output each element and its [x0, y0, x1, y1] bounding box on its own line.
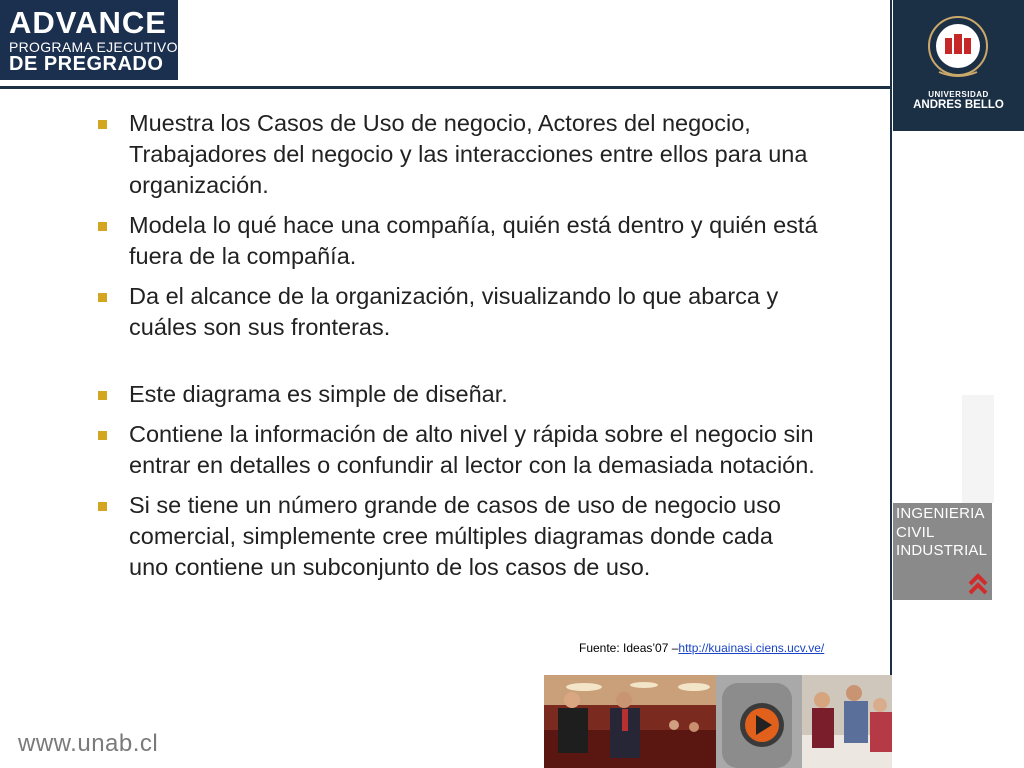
- footer-website: www.unab.cl: [18, 730, 159, 757]
- source-citation: [579, 641, 824, 655]
- header-divider: [0, 86, 892, 89]
- advance-logo-subtitle-2: DE PREGRADO: [9, 53, 164, 75]
- side-panel-accent: [962, 395, 994, 503]
- advance-logo-subtitle: PROGRAMA EJECUTIVO: [9, 39, 178, 55]
- university-logo-line1: UNIVERSIDAD: [928, 90, 989, 99]
- bullet-square-icon: [98, 120, 107, 129]
- bullet-text: Contiene la información de alto nivel y rápida sobre el negocio sin entrar en detalles o confundir al lector con la demasiada notación.: [129, 421, 815, 478]
- photo-collage-icon: [544, 675, 892, 768]
- bullet-text: Si se tiene un número grande de casos de uso de negocio uso comercial, simplemente cree múltiples diagramas donde cada uno contiene un subconjunto de los casos de uso.: [129, 492, 781, 580]
- bullet-text: Muestra los Casos de Uso de negocio, Actores del negocio, Trabajadores del negocio y las interacciones entre ellos para una organización.: [129, 110, 808, 198]
- bullet-square-icon: [98, 293, 107, 302]
- photo-strip-image: [544, 675, 892, 768]
- university-logo-line2: ANDRES BELLO: [913, 99, 1004, 111]
- bullet-list: [98, 108, 818, 592]
- bullet-item: [98, 210, 818, 272]
- bullet-item: [98, 419, 818, 481]
- bullet-item: [98, 281, 818, 343]
- university-logo: [893, 0, 1024, 131]
- faculty-line3: INDUSTRIAL: [896, 542, 988, 559]
- university-crest-icon: [893, 0, 1024, 90]
- bullet-item: [98, 490, 818, 583]
- bullet-square-icon: [98, 431, 107, 440]
- faculty-line2: CIVIL: [896, 523, 935, 541]
- side-panel: [893, 131, 1024, 768]
- bullet-text: Este diagrama es simple de diseñar.: [129, 381, 508, 407]
- bullet-square-icon: [98, 502, 107, 511]
- bullet-item: [98, 108, 818, 201]
- double-chevron-up-icon: [968, 573, 988, 595]
- bullet-square-icon: [98, 222, 107, 231]
- bullet-text: Da el alcance de la organización, visualizando lo que abarca y cuáles son sus fronteras.: [129, 283, 779, 340]
- bullet-text: Modela lo qué hace una compañía, quién está dentro y quién está fuera de la compañía.: [129, 212, 818, 269]
- bullet-square-icon: [98, 391, 107, 400]
- faculty-badge: [893, 503, 992, 600]
- faculty-line1: INGENIERIA: [896, 505, 985, 522]
- bullet-item: [98, 379, 818, 410]
- advance-logo: [0, 0, 178, 80]
- source-prefix: Fuente: Ideas’07 –: [579, 641, 679, 655]
- advance-logo-title: ADVANCE: [9, 5, 167, 40]
- source-link[interactable]: http://kuainasi.ciens.ucv.ve/: [678, 641, 825, 655]
